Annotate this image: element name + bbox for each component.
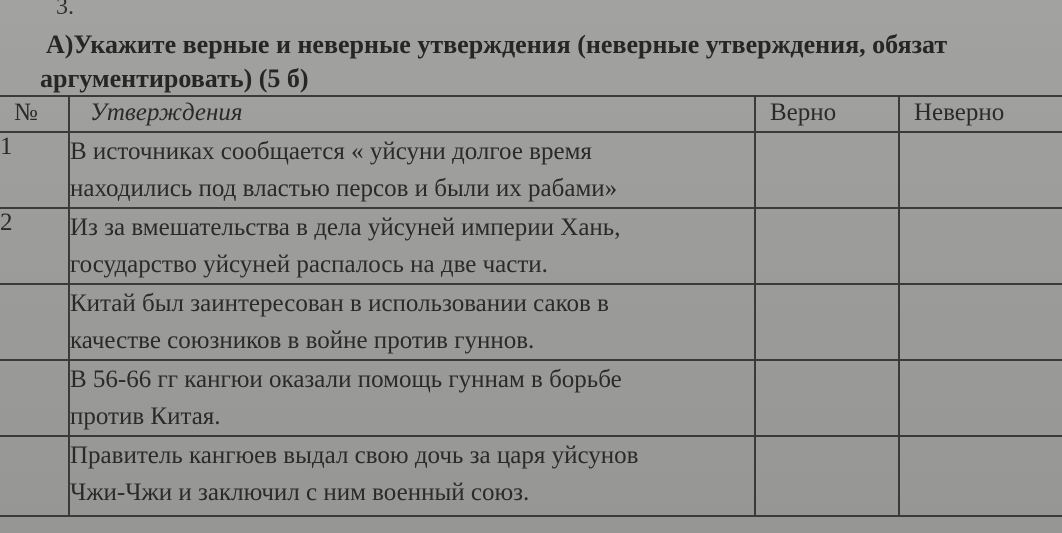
statement-cell [69, 436, 755, 516]
false-answer-cell[interactable] [899, 132, 1062, 208]
table-row [0, 436, 1062, 516]
false-answer-cell[interactable] [899, 208, 1062, 284]
statement-line: Чжи-Чжи и заключил с ним военный союз. [70, 479, 530, 506]
false-answer-cell[interactable] [899, 360, 1062, 436]
header-false-label: Неверно [914, 99, 1005, 126]
row-number: 1 [0, 132, 69, 208]
task-heading-line-1: А)Укажите верные и неверные утверждения (неверные утверждения, обязат [46, 30, 948, 59]
row-number: 2 [0, 208, 69, 284]
header-true-label: Верно [770, 99, 837, 126]
statement-line: Правитель кангюев выдал свою дочь за царя уйсунов [70, 442, 639, 469]
table-row [0, 208, 1062, 284]
statement-line: Китай был заинтересован в использовании саков в [70, 290, 609, 317]
table-row [0, 284, 1062, 360]
statement-line: находились под властью персов и были их рабами» [70, 175, 618, 202]
statement-line: качестве союзников в войне против гуннов. [70, 327, 535, 354]
header-statement-label: Утверждения [90, 99, 243, 126]
false-answer-cell[interactable] [899, 284, 1062, 360]
true-answer-cell[interactable] [755, 436, 899, 516]
row-number [0, 436, 69, 516]
header-number-label: № [14, 99, 38, 126]
statement-line: государство уйсуней распалось на две части. [70, 251, 548, 278]
true-answer-cell[interactable] [755, 132, 899, 208]
header-true [755, 96, 899, 132]
statement-line: В источниках сообщается « уйсуни долгое время [70, 138, 592, 165]
statement-line: Из за вмешательства в дела уйсуней империи Хань, [70, 214, 621, 241]
statement-line: В 56-66 гг кангюи оказали помощь гуннам в борьбе [70, 366, 622, 393]
statement-cell [69, 132, 755, 208]
true-answer-cell[interactable] [755, 284, 899, 360]
task-heading-line-2: аргументировать) (5 б) [40, 64, 309, 93]
header-number [0, 96, 69, 132]
true-answer-cell[interactable] [755, 208, 899, 284]
statement-line: против Китая. [70, 403, 221, 430]
statement-cell [69, 208, 755, 284]
statement-cell [69, 284, 755, 360]
statements-table [0, 95, 1062, 517]
row-number [0, 284, 69, 360]
header-false [899, 96, 1062, 132]
row-number [0, 360, 69, 436]
header-statement [69, 96, 755, 132]
statement-cell [69, 360, 755, 436]
table-row [0, 132, 1062, 208]
table-header-row [0, 96, 1062, 132]
task-number: 3. [56, 0, 74, 20]
table-row [0, 360, 1062, 436]
true-answer-cell[interactable] [755, 360, 899, 436]
false-answer-cell[interactable] [899, 436, 1062, 516]
